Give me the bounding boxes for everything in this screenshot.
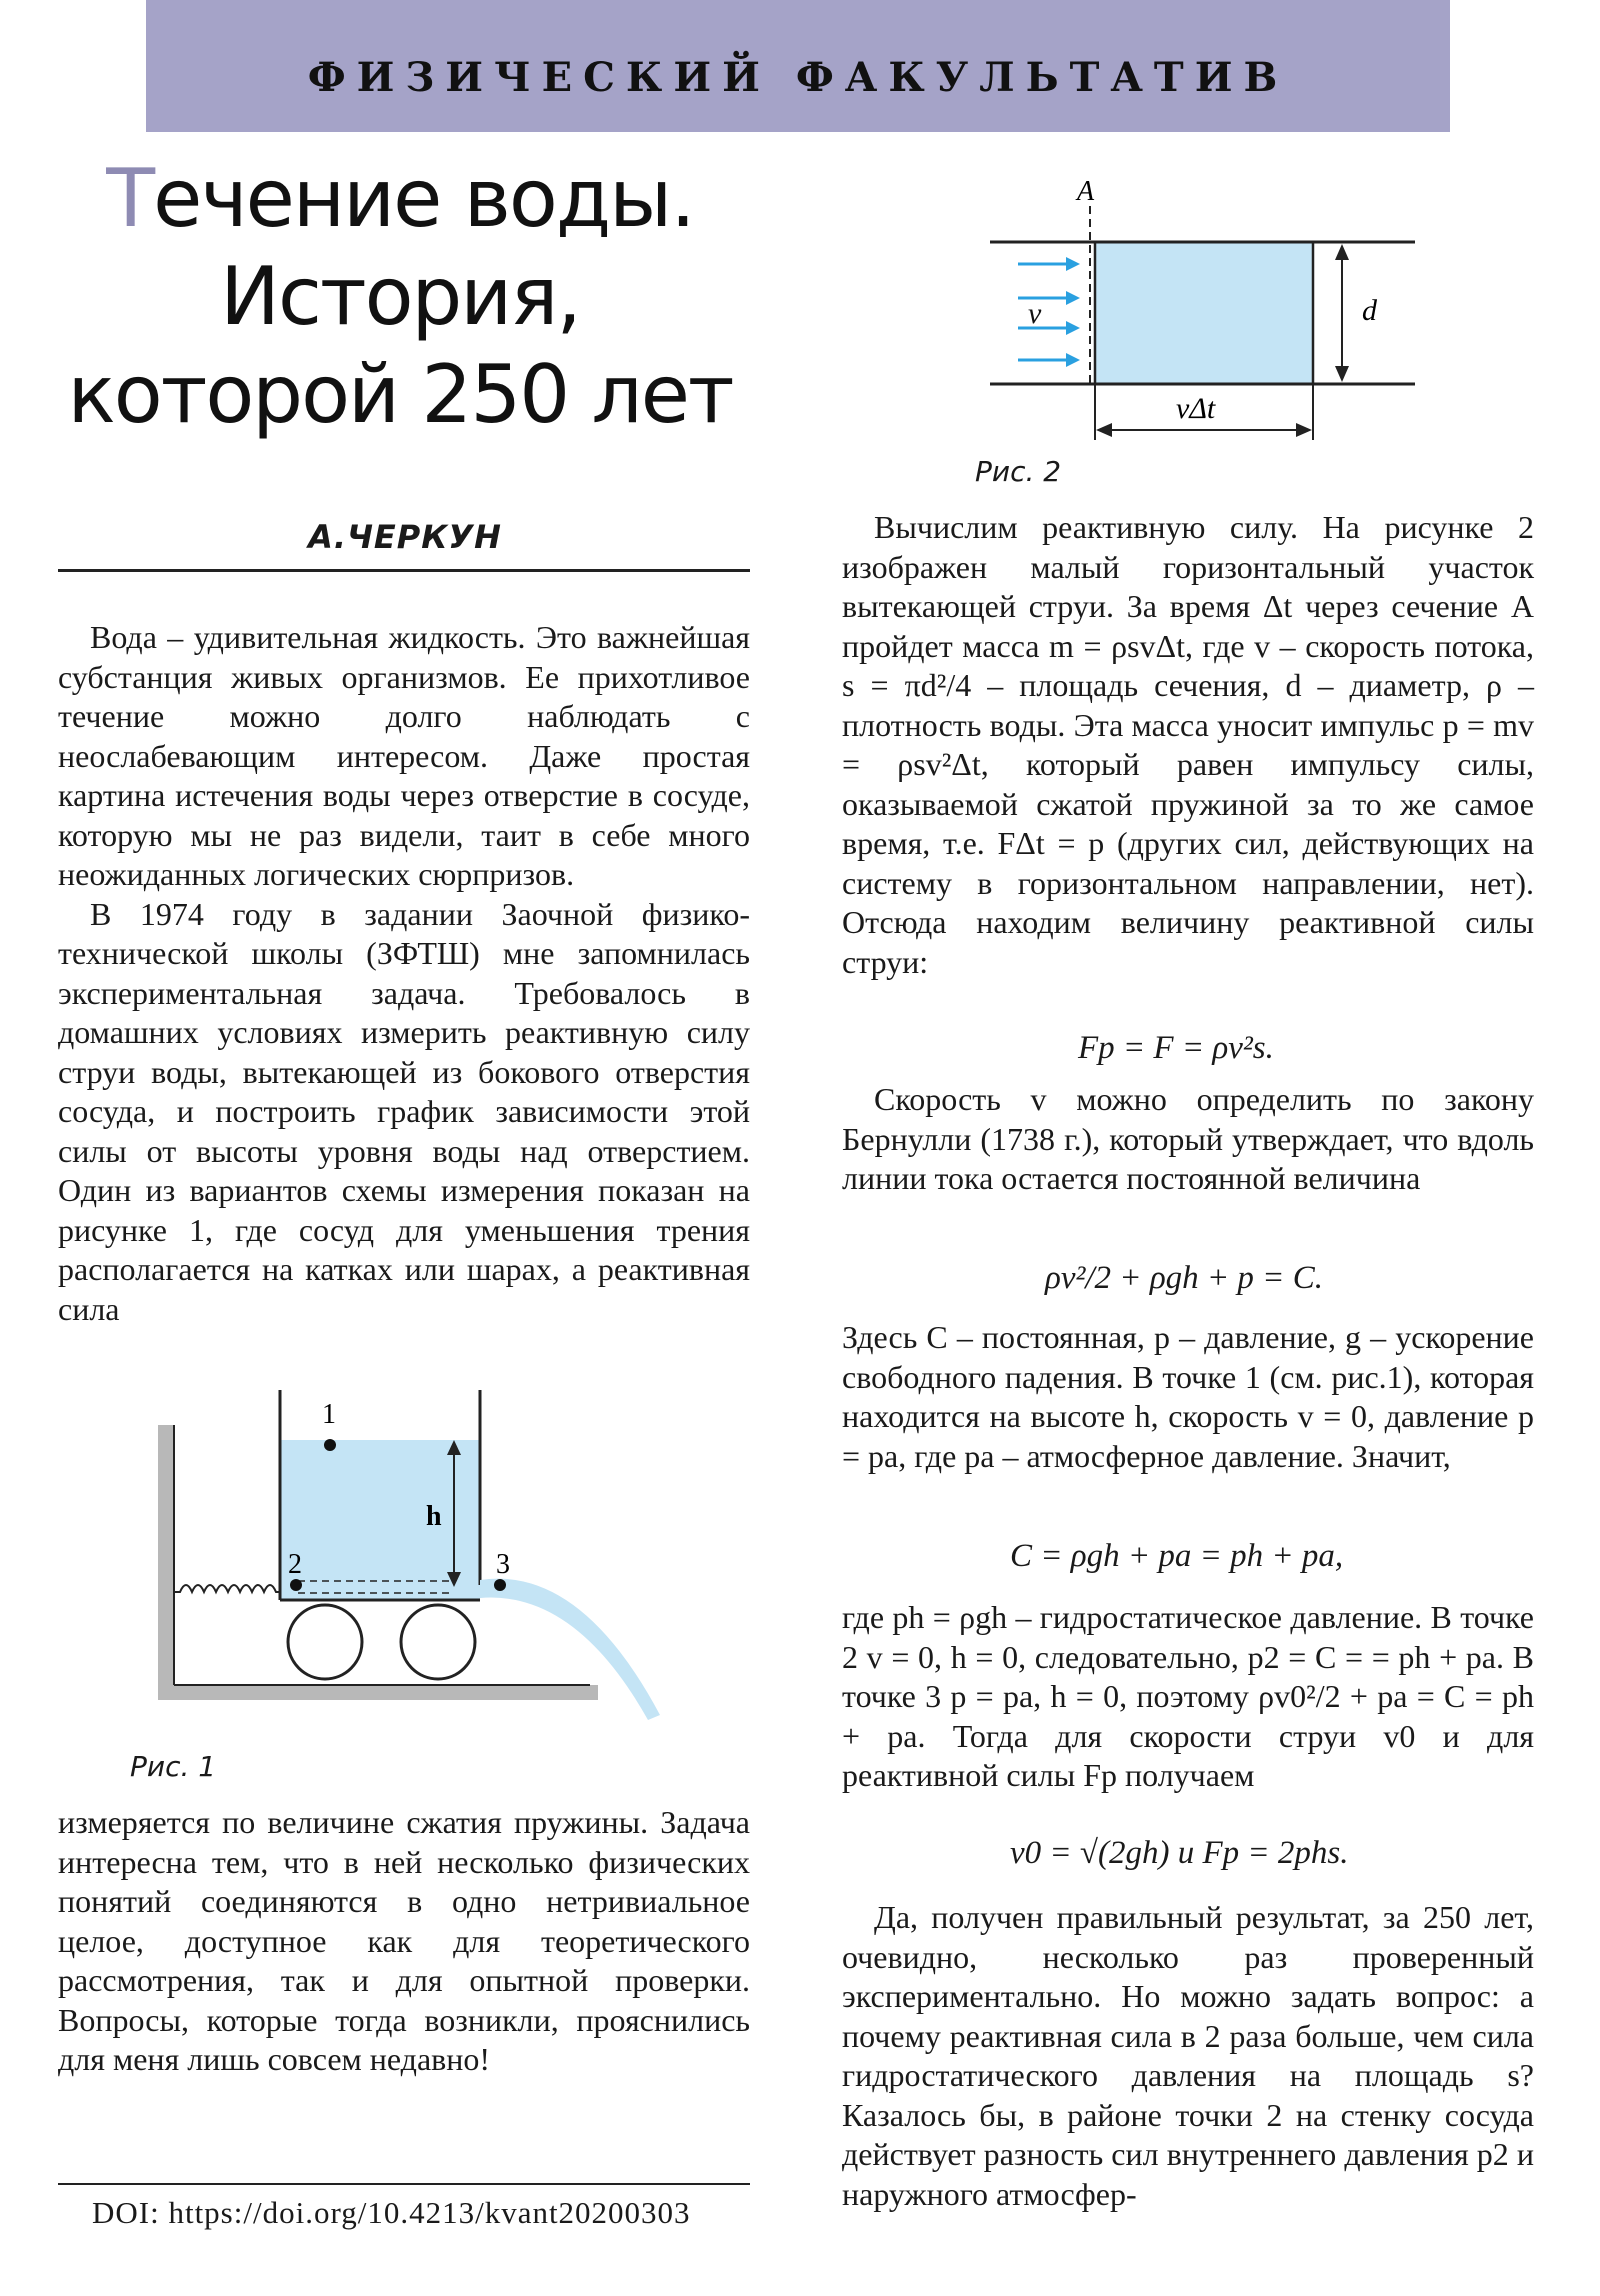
title-line-3: которой 250 лет: [67, 348, 733, 441]
label-point-3: 3: [496, 1549, 510, 1580]
right-column-p1: [842, 508, 1534, 982]
figure-2-diagram: [980, 178, 1440, 458]
left-column-continuation: [58, 1803, 750, 2080]
doi-link[interactable]: DOI: https://doi.org/10.4213/kvant20200303: [92, 2195, 691, 2230]
formula-bernoulli: ρv²/2 + ρgh + p = C.: [1045, 1260, 1323, 1296]
title-line-2: История,: [220, 250, 580, 343]
left-column-intro: [58, 618, 750, 1329]
label-diameter: d: [1362, 294, 1377, 327]
figure-1-diagram: [150, 1385, 680, 1745]
label-point-1: 1: [322, 1399, 336, 1430]
ground-floor: [158, 1685, 598, 1700]
wheel-right: [401, 1605, 475, 1679]
author-divider: [58, 569, 750, 572]
formula-reactive-force: Fр = F = ρv²s.: [1078, 1030, 1274, 1066]
point-3: [494, 1579, 506, 1591]
paragraph-reactive-force: Вычислим реактивную силу. На рисунке 2 изображен малый горизонтальный участок вытекающей струи. За время Δt через сечение A пройдет масса m = ρsvΔt, где v – скорость потока, s = πd²/4 – площадь сечения, d – диаметр, ρ – плотность воды. Эта масса уносит импульс p = mv = ρsv²Δt, который равен импульсу силы, оказываемой сжатой пружиной за то же самое время, т.е. FΔt = p (других сил, действующих на систему в горизонтальном направлении, нет). Отсюда находим величину реактивной силы струи:: [842, 509, 1534, 980]
formula-constant: C = ρgh + pа = ph + pа,: [1010, 1538, 1344, 1574]
right-column-p4: [842, 1598, 1534, 1796]
label-height: h: [426, 1501, 442, 1532]
paragraph-velocity: где ph = ρgh – гидростатическое давление. В точке 2 v = 0, h = 0, следовательно, p2 = C = = ph + pа. В точке 3 p = pа, h = 0, поэтому ρv0²/2 + pа = C = ph + pа. Тогда для скорости струи v0 и для реактивной силы Fр получаем: [842, 1599, 1534, 1793]
paragraph-bernoulli: Скорость v можно определить по закону Бернулли (1738 г.), который утверждает, что вдоль линии тока остается постоянной величина: [842, 1081, 1534, 1196]
wheel-left: [288, 1605, 362, 1679]
paragraph-constant: Здесь C – постоянная, p – давление, g – ускорение свободного падения. В точке 1 (см. рис.1), которая находится на высоте h, скорость v = 0, давление p = pа, где pа – атмосферное давление. Значит,: [842, 1319, 1534, 1474]
paragraph-continuation: измеряется по величине сжатия пружины. Задача интересна тем, что в ней несколько физических понятий соединяются в одно нетривиальное целое, доступное как для теоретического рассмотрения, так и для опытной проверки. Вопросы, которые тогда возникли, прояснились для меня лишь совсем недавно!: [58, 1804, 750, 2077]
paragraph-intro: Вода – удивительная жидкость. Это важнейшая субстанция живых организмов. Ее прихотливое течение можно долго наблюдать с неослабевающим интересом. Даже простая картина истечения воды через отверстие в сосуде, которую мы не раз видели, таит в себе много неожиданных логических сюрпризов.: [58, 619, 750, 892]
paragraph-zftsh: В 1974 году в задании Заочной физико-технической школы (ЗФТШ) мне запомнилась экспериментальная задача. Требовалось в домашних условиях измерить реактивную силу струи воды, вытекающей из бокового отверстия сосуда, и построить график зависимости этой силы от высоты уровня воды над отверстием. Один из вариантов схемы измерения показан на рисунке 1, где сосуд для уменьшения трения располагается на катках или шарах, а реактивная сила: [58, 895, 750, 1327]
right-column-p3: [842, 1318, 1534, 1476]
right-column-p2: [842, 1080, 1534, 1199]
stream-segment: [1095, 242, 1313, 384]
title-line-1: ечение воды.: [153, 152, 694, 245]
label-point-2: 2: [288, 1549, 302, 1580]
article-title: [50, 150, 750, 444]
right-column-p5: [842, 1898, 1534, 2214]
point-1: [324, 1439, 336, 1451]
doi-divider: [58, 2183, 750, 2185]
figure-2-caption: Рис. 2: [975, 455, 1062, 488]
ground-wall: [158, 1425, 174, 1700]
section-title: ФИЗИЧЕСКИЙ ФАКУЛЬТАТИВ: [307, 54, 1289, 101]
section-header-band: [146, 0, 1450, 132]
figure-1-caption: Рис. 1: [130, 1750, 217, 1783]
label-section-a: A: [1077, 178, 1095, 207]
formula-velocity: v0 = √(2gh) и Fр = 2phs.: [1010, 1835, 1349, 1871]
spring: [174, 1585, 280, 1592]
point-2: [290, 1579, 302, 1591]
label-length: vΔt: [1176, 392, 1216, 425]
label-velocity: v: [1028, 297, 1042, 330]
author-name: А.ЧЕРКУН: [308, 518, 502, 556]
paragraph-question: Да, получен правильный результат, за 250 лет, очевидно, несколько раз проверенный экспериментально. Но можно задать вопрос: а почему реактивная сила в 2 раза больше, чем сила гидростатического давления на площадь s? Казалось бы, в районе точки 2 на стенку сосуда действует разность сил внутреннего давления p2 и наружного атмосфер-: [842, 1899, 1534, 2212]
title-initial-letter: Т: [106, 152, 154, 245]
